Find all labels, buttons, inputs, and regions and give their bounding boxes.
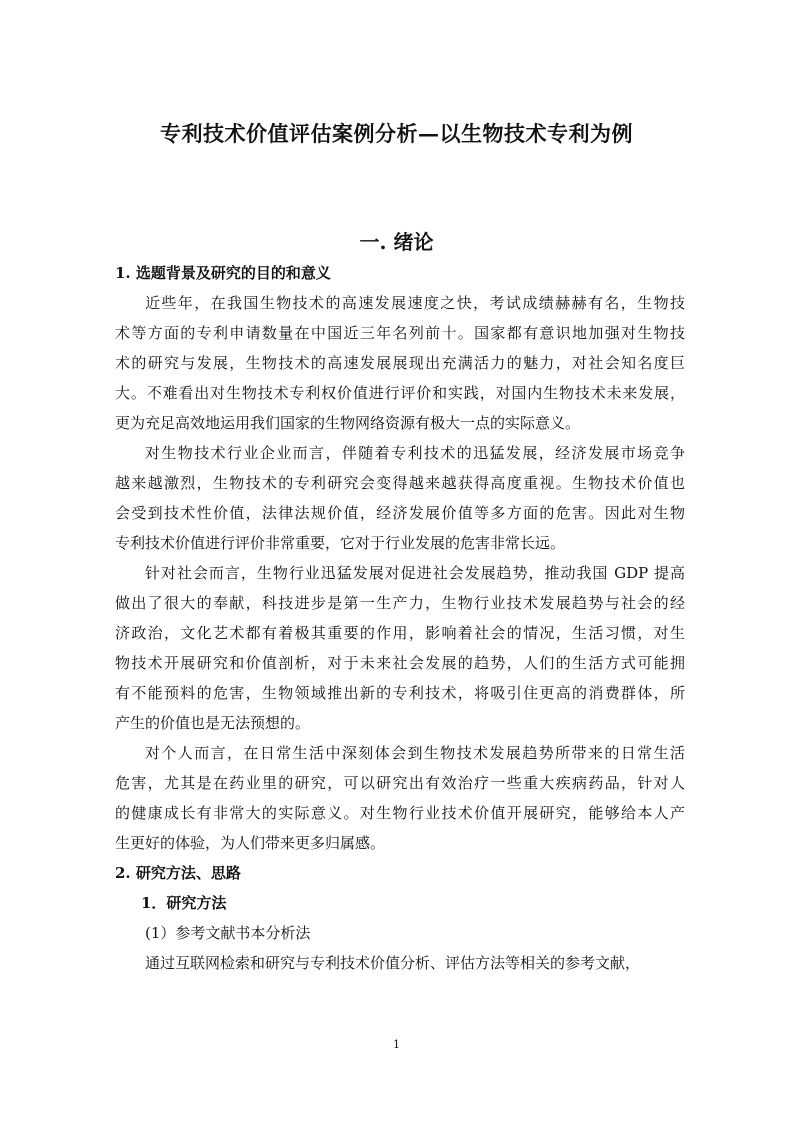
document-body (115, 258, 685, 978)
text-line: 济政治，文化艺术都有着极其重要的作用，影响着社会的情况，生活习惯，对生 (115, 624, 685, 642)
section-heading: 2. 研究方法、思路 (115, 864, 241, 882)
text-line: 生更好的体验，为人们带来更多归属感。 (115, 834, 386, 852)
paragraph (115, 438, 685, 558)
text-line: 术的研究与发展，生物技术的高速发展展现出充满活力的魅力，对社会知名度巨 (115, 354, 685, 372)
text-line: 针对社会而言，生物行业迅猛发展对促进社会发展趋势，推动我国 GDP 提高 (145, 564, 685, 582)
text-line: 物技术开展研究和价值剖析，对于未来社会发展的趋势，人们的生活方式可能拥 (115, 654, 685, 672)
text-line: 危害，尤其是在药业里的研究，可以研究出有效治疗一些重大疾病药品，针对人 (115, 774, 685, 792)
text-line: 会受到技术性价值，法律法规价值，经济发展价值等多方面的危害。因此对生物 (115, 504, 685, 522)
paragraph (115, 558, 685, 738)
list-item: (1）参考文献书本分析法 (145, 924, 311, 942)
page-number: 1 (393, 1038, 400, 1051)
text-line: 近些年，在我国生物技术的高速发展速度之快，考试成绩赫赫有名，生物技 (145, 294, 685, 312)
text-line: 对个人而言，在日常生活中深刻体会到生物技术发展趋势所带来的日常生活 (145, 744, 685, 762)
text-line: 更为充足高效地运用我们国家的生物网络资源有极大一点的实际意义。 (115, 414, 581, 432)
text-line: 大。不难看出对生物技术专利权价值进行评价和实践，对国内生物技术未来发展， (115, 384, 685, 402)
section-heading: 1. 选题背景及研究的目的和意义 (115, 264, 331, 282)
paragraph (115, 288, 685, 438)
text-line: 越来越激烈，生物技术的专利研究会变得越来越获得高度重视。生物技术价值也 (115, 474, 685, 492)
text-line: 术等方面的专利申请数量在中国近三年名列前十。国家都有意识地加强对生物技 (115, 324, 685, 342)
document-title: 专利技术价值评估案例分析—以生物技术专利为例 (160, 121, 633, 146)
text-line: 专利技术价值进行评价非常重要，它对于行业发展的危害非常长远。 (115, 534, 566, 552)
text-line: 的健康成长有非常大的实际意义。对生物行业技术价值开展研究，能够给本人产 (115, 804, 685, 822)
chapter-heading: 一. 绪论 (359, 230, 434, 254)
subsection-heading: 1．研究方法 (141, 894, 227, 912)
text-line: 产生的价值也是无法预想的。 (115, 714, 311, 732)
text-line: 做出了很大的奉献，科技进步是第一生产力，生物行业技术发展趋势与社会的经 (115, 594, 685, 612)
text-line: 对生物技术行业企业而言，伴随着专利技术的迅猛发展，经济发展市场竞争 (145, 444, 685, 462)
text-line: 通过互联网检索和研究与专利技术价值分析、评估方法等相关的参考文献， (145, 954, 641, 972)
text-line: 有不能预料的危害，生物领域推出新的专利技术，将吸引住更高的消费群体，所 (115, 684, 685, 702)
paragraph (115, 738, 685, 858)
